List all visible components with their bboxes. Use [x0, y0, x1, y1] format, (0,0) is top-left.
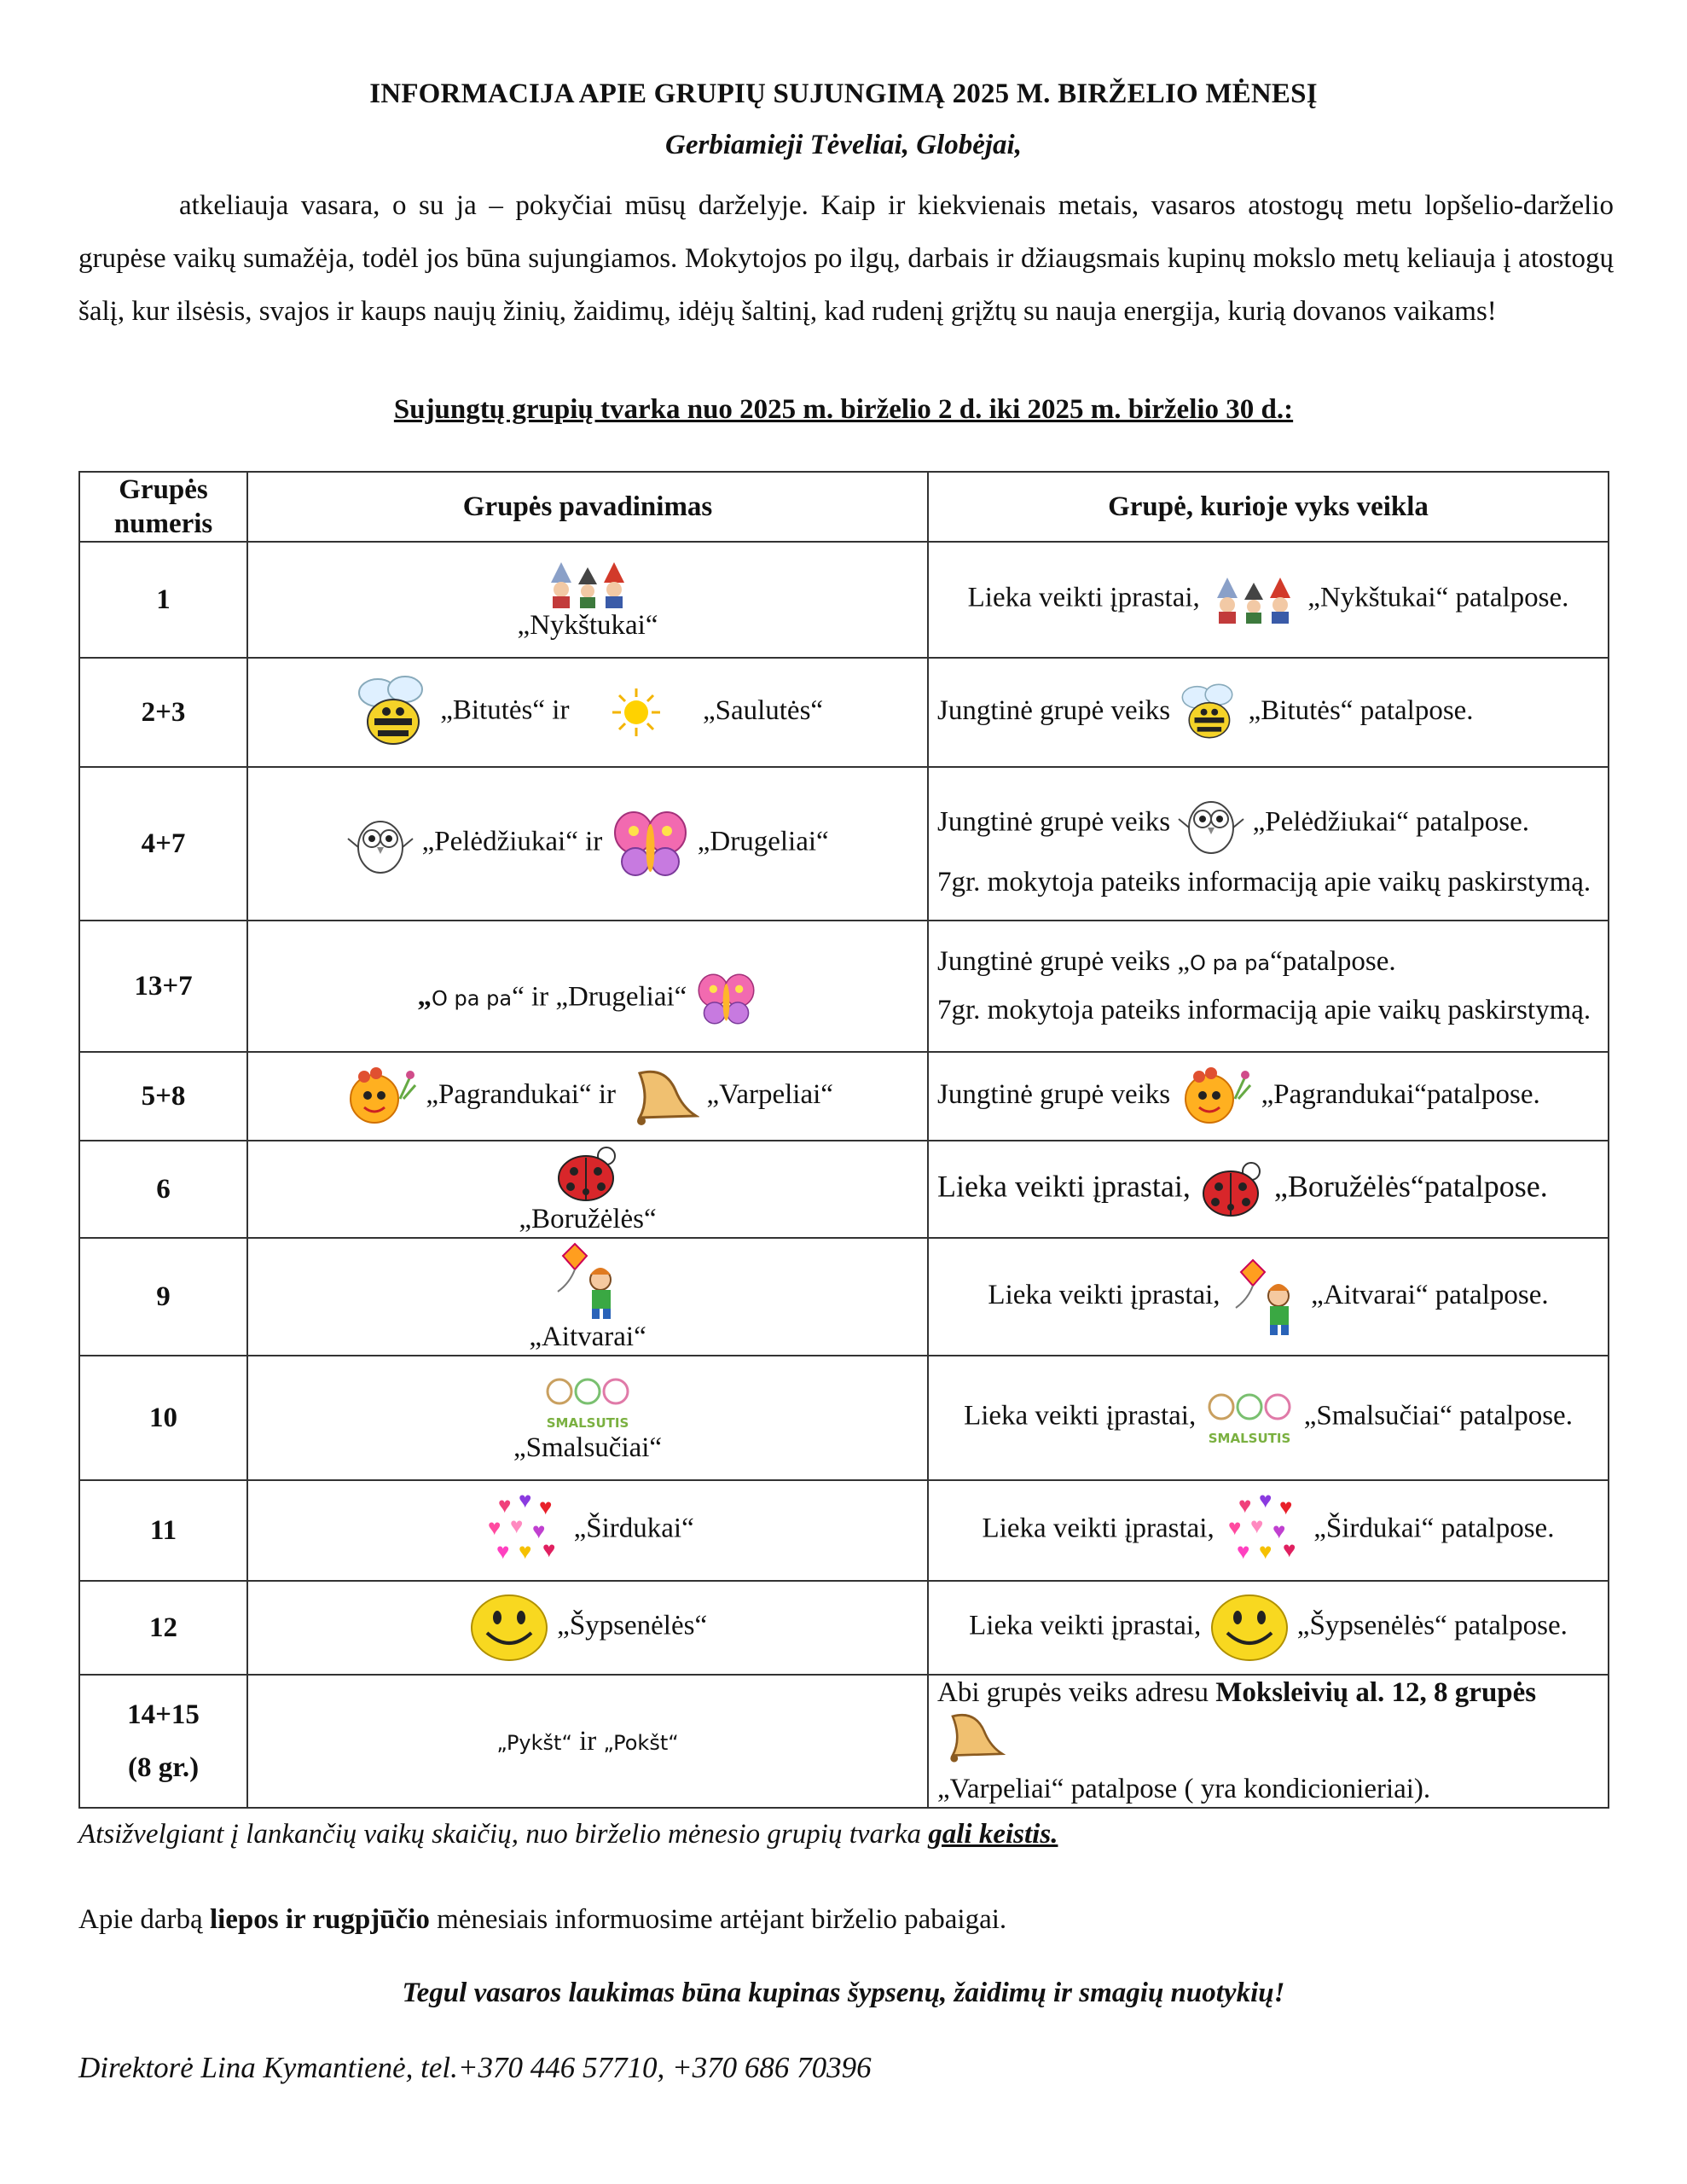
intro-paragraph: atkeliauja vasara, o su ja – pokyčiai mūsų darželyje. Kaip ir kiekvienais metais, vasaros atostogų metu lopšelio-darželio grupėse vaikų sumažėja, todėl jos būna sujungiamos. Mokytojos po ilgų, darbais ir džiaugsmais kupinų mokslo metų keliauja į atostogų šalį, kur ilsėsis, svajos ir kaups naujų žinių, žaidimų, idėjų šaltinį, kad rudenį grįžtų su nauja energija, kurią dovanos vaikams! — [78, 190, 1614, 327]
info-line — [78, 1904, 1006, 1936]
group-name-text: „Bitutės“ ir — [440, 694, 570, 726]
location-text-after: „Pagrandukai“patalpose. — [1261, 1078, 1540, 1110]
location-text-before: Lieka veikti įprastai, — [969, 1610, 1202, 1641]
hearts-icon — [1221, 1492, 1307, 1569]
table-row — [79, 658, 1609, 767]
group-number-line2: (8 gr.) — [127, 1752, 200, 1783]
svg-text:♥: ♥ — [1282, 1537, 1296, 1562]
svg-text:♥: ♥ — [519, 1492, 532, 1513]
location-text-after: „Boružėlės“patalpose. — [1273, 1169, 1548, 1204]
note-text: Atsižvelgiant į lankančių vaikų skaičių, nuo birželio mėnesio grupių tvarka — [78, 1819, 929, 1850]
bell-icon — [937, 1709, 1006, 1765]
location-address: Moksleivių al. 12, 8 grupės — [1215, 1677, 1537, 1708]
group-number-line1: 14+15 — [127, 1699, 200, 1730]
group-name-text: „Šypsenėlės“ — [557, 1610, 708, 1641]
info-text-before: Apie darbą — [78, 1904, 210, 1935]
group-number — [79, 1675, 247, 1808]
group-location-cell — [928, 542, 1609, 658]
location-text-before: Abi grupės veiks adresu — [937, 1677, 1216, 1708]
group-name-cell — [247, 1675, 928, 1808]
table-row — [79, 1238, 1609, 1356]
svg-text:♥: ♥ — [1238, 1493, 1252, 1518]
bee-icon — [352, 674, 433, 751]
group-name-text: „Pelėdžiukai“ ir — [421, 826, 603, 857]
butterfly-icon — [610, 805, 691, 882]
document-title: INFORMACIJA APIE GRUPIŲ SUJUNGIMĄ 2025 M. BIRŽELIO MĖNESĮ — [369, 78, 1318, 109]
group-name-cell — [247, 658, 928, 767]
ladybug-icon — [1198, 1159, 1267, 1219]
group-name-text: „Pagrandukai“ ir — [426, 1078, 617, 1110]
svg-text:♥: ♥ — [532, 1519, 546, 1543]
group-location-cell — [928, 1356, 1609, 1480]
group-location-cell — [928, 658, 1609, 767]
table-row — [79, 921, 1609, 1052]
group-name-text: „Boružėlės“ — [519, 1203, 657, 1234]
location-text-before: Lieka veikti įprastai, — [988, 1279, 1220, 1310]
kite-boy-icon — [549, 1240, 626, 1321]
group-name-cell — [247, 767, 928, 921]
group-name-mid: ir — [571, 1725, 604, 1757]
smiley-icon — [1209, 1592, 1290, 1664]
location-text-before: Lieka veikti įprastai, — [937, 1169, 1191, 1204]
header-group-location: Grupė, kurioje vyks veikla — [928, 472, 1609, 542]
group-name-cell — [247, 542, 928, 658]
greeting: Gerbiamieji Tėveliai, Globėjai, — [665, 130, 1022, 160]
location-text-before: Lieka veikti įprastai, — [982, 1513, 1215, 1544]
svg-text:♥: ♥ — [519, 1539, 532, 1564]
svg-text:♥: ♥ — [510, 1513, 524, 1538]
director-signature: Direktorė Lina Kymantienė, tel.+370 446 57710, +370 686 70396 — [78, 2051, 872, 2084]
group-name-cell — [247, 921, 928, 1052]
table-row — [79, 1480, 1609, 1581]
owl-icon — [1177, 790, 1245, 858]
table-row — [79, 1141, 1609, 1238]
group-location-cell — [928, 1141, 1609, 1238]
svg-text:♥: ♥ — [1258, 1539, 1272, 1564]
group-name-text: „Širdukai“ — [573, 1513, 694, 1544]
location-text-before: Lieka veikti įprastai, — [964, 1400, 1197, 1432]
location-text-after: “patalpose. — [1270, 946, 1396, 977]
pagrandukas-icon — [342, 1065, 419, 1129]
svg-text:♥: ♥ — [1236, 1539, 1250, 1564]
group-name-text: „Drugeliai“ — [697, 826, 829, 857]
info-months: liepos ir rugpjūčio — [209, 1904, 430, 1935]
table-row — [79, 542, 1609, 658]
header-group-number: Grupės numeris — [79, 472, 247, 542]
sun-icon — [611, 687, 662, 738]
group-location-cell — [928, 921, 1609, 1052]
smalsutis-logo — [541, 1373, 635, 1432]
table-row — [79, 1581, 1609, 1675]
table-header-row — [79, 472, 1609, 542]
location-text-after: „Bitutės“ patalpose. — [1248, 694, 1474, 726]
group-number: 4+7 — [79, 767, 247, 921]
svg-text:SMALSUTIS: SMALSUTIS — [1209, 1431, 1291, 1446]
smalsutis-logo — [1203, 1388, 1296, 1448]
group-number: 6 — [79, 1141, 247, 1238]
group-name-cell — [247, 1238, 928, 1356]
kite-boy-icon — [1227, 1257, 1304, 1338]
location-text-after: „Aitvarai“ patalpose. — [1311, 1279, 1549, 1310]
group-location-cell — [928, 1238, 1609, 1356]
table-row — [79, 767, 1609, 921]
location-extra: „Varpeliai“ patalpose ( yra kondicionieriai). — [937, 1774, 1431, 1804]
group-name-cell — [247, 1356, 928, 1480]
svg-text:♥: ♥ — [1272, 1519, 1286, 1543]
group-location-cell — [928, 767, 1609, 921]
location-script: O pa pa — [1190, 951, 1271, 975]
group-name-text: „Aitvarai“ — [529, 1321, 646, 1352]
group-name-script-a: „Pykšt“ — [496, 1730, 572, 1755]
svg-text:♥: ♥ — [539, 1495, 553, 1519]
group-name-script-b: „Pokšt“ — [603, 1730, 679, 1755]
groups-table — [78, 471, 1609, 1809]
svg-text:♥: ♥ — [496, 1539, 510, 1564]
svg-text:♥: ♥ — [488, 1515, 501, 1540]
table-row — [79, 1356, 1609, 1480]
info-text-after: mėnesiais informuosime artėjant birželio pabaigai. — [429, 1904, 1007, 1935]
group-name-text: „Smalsučiai“ — [513, 1432, 663, 1463]
gnomes-icon — [1207, 574, 1301, 625]
table-row — [79, 1052, 1609, 1141]
group-number: 10 — [79, 1356, 247, 1480]
location-text-before: Lieka veikti įprastai, — [967, 582, 1200, 613]
location-extra: 7gr. mokytoja pateiks informaciją apie vaikų paskirstymą. — [937, 866, 1591, 897]
group-location-cell — [928, 1480, 1609, 1581]
group-name-text: “ ir „Drugeliai“ — [512, 981, 687, 1013]
group-number: 11 — [79, 1480, 247, 1581]
ladybug-icon — [554, 1144, 622, 1204]
location-text-after: „Šypsenėlės“ patalpose. — [1296, 1610, 1568, 1641]
location-text-before: Jungtinė grupė veiks — [937, 1078, 1171, 1110]
pagrandukas-icon — [1177, 1065, 1254, 1129]
group-number: 1 — [79, 542, 247, 658]
schedule-heading: Sujungtų grupių tvarka nuo 2025 m. birželio 2 d. iki 2025 m. birželio 30 d.: — [393, 394, 1294, 425]
owl-icon — [346, 810, 415, 878]
svg-text:♥: ♥ — [1227, 1515, 1242, 1540]
group-name-cell — [247, 1581, 928, 1675]
group-number: 5+8 — [79, 1052, 247, 1141]
location-text-after: „Širdukai“ patalpose. — [1313, 1513, 1555, 1544]
closing-wish: Tegul vasaros laukimas būna kupinas šypsenų, žaidimų ir smagių nuotykių! — [402, 1978, 1285, 2008]
bee-icon — [1177, 681, 1241, 745]
location-text-before: Jungtinė grupė veiks — [937, 806, 1171, 838]
header-group-name: Grupės pavadinimas — [247, 472, 928, 542]
group-name-text: „Saulutės“ — [702, 694, 824, 726]
group-number: 12 — [79, 1581, 247, 1675]
butterfly-icon — [694, 969, 758, 1029]
change-note — [78, 1819, 1058, 1850]
gnomes-icon — [541, 559, 635, 610]
location-text-before: Jungtinė grupė veiks — [937, 694, 1171, 726]
group-name-cell — [247, 1141, 928, 1238]
group-number: 9 — [79, 1238, 247, 1356]
svg-text:♥: ♥ — [542, 1537, 556, 1562]
group-location-cell — [928, 1581, 1609, 1675]
quote-open: „ — [417, 981, 432, 1013]
svg-text:♥: ♥ — [1278, 1495, 1293, 1519]
location-text-before: Jungtinė grupė veiks „ — [937, 946, 1191, 977]
svg-text:SMALSUTIS: SMALSUTIS — [546, 1414, 629, 1431]
location-text-after: „Pelėdžiukai“ patalpose. — [1252, 806, 1530, 838]
svg-text:♥: ♥ — [1249, 1513, 1264, 1538]
group-name-script: O pa pa — [432, 986, 513, 1011]
group-name-text: „Varpeliai“ — [706, 1078, 833, 1110]
note-emphasis: gali keistis. — [928, 1819, 1058, 1850]
svg-text:♥: ♥ — [498, 1493, 512, 1518]
location-text-after: „Nykštukai“ patalpose. — [1307, 582, 1569, 613]
smiley-icon — [468, 1592, 550, 1664]
svg-text:♥: ♥ — [1258, 1492, 1272, 1513]
location-extra: 7gr. mokytoja pateiks informaciją apie vaikų paskirstymą. — [937, 995, 1591, 1025]
group-name-text: „Nykštukai“ — [517, 609, 658, 641]
hearts-icon — [481, 1492, 566, 1569]
location-text-after: „Smalsučiai“ patalpose. — [1303, 1400, 1573, 1432]
group-number: 2+3 — [79, 658, 247, 767]
table-row — [79, 1675, 1609, 1808]
group-location-cell — [928, 1052, 1609, 1141]
group-name-cell — [247, 1052, 928, 1141]
group-location-cell — [928, 1675, 1609, 1808]
group-name-cell — [247, 1480, 928, 1581]
bell-icon — [623, 1065, 699, 1129]
group-number: 13+7 — [79, 921, 247, 1052]
